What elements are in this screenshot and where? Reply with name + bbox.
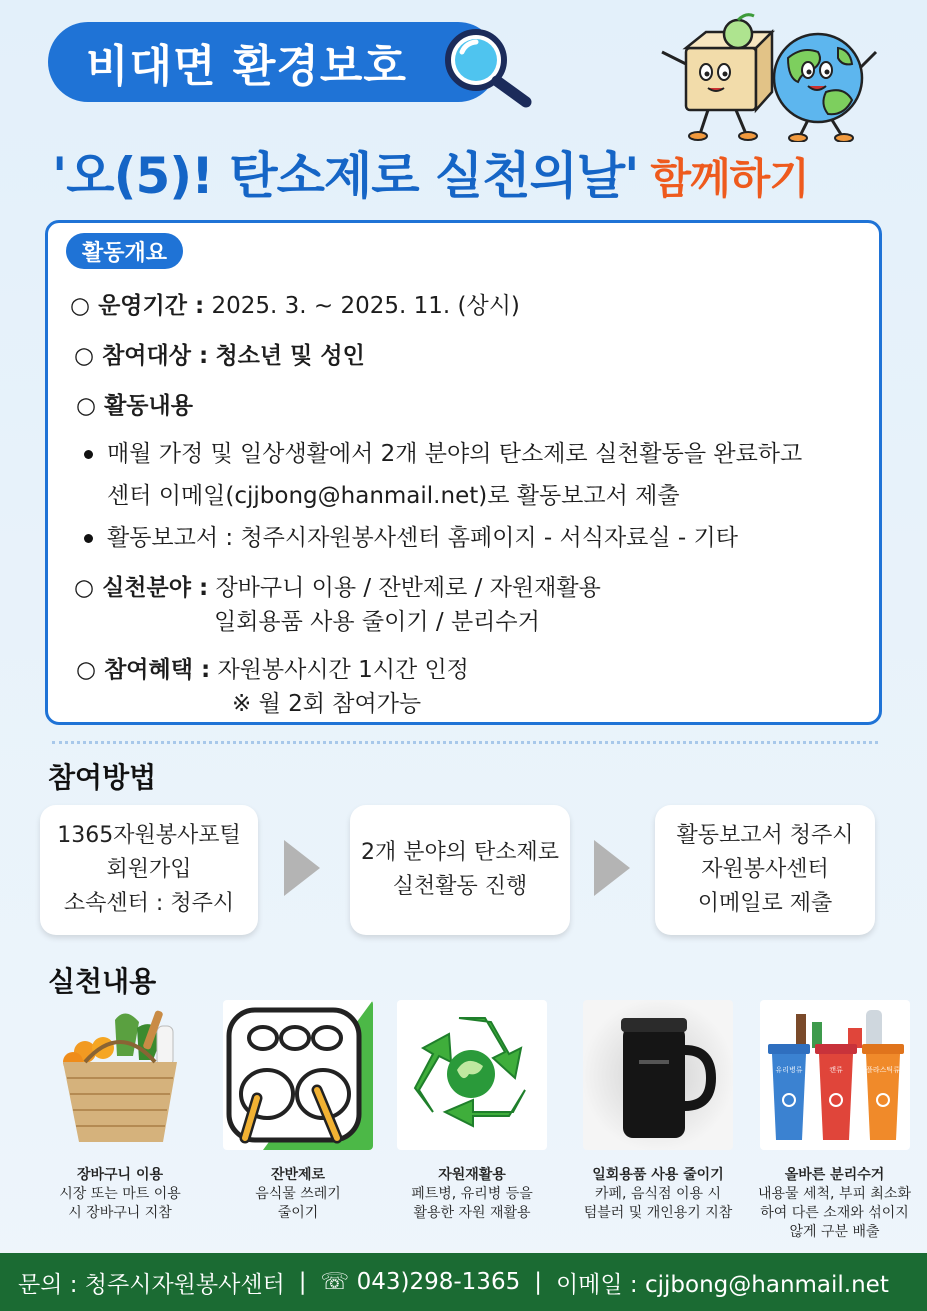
benefit-line2: ※ 월 2회 참여가능 (232, 691, 422, 717)
separation-desc2: 하여 다른 소재와 섞이지 (760, 1204, 909, 1221)
separation-title: 올바른 분리수거 (784, 1167, 885, 1183)
footer-separator: | (534, 1269, 542, 1295)
footer-email: 이메일 : cjjbong@hanmail.net (555, 1271, 889, 1298)
target-row (74, 337, 365, 370)
practice-item-zero-waste (218, 1000, 378, 1223)
content-row (76, 387, 193, 420)
practice-title: 실천내용 (48, 965, 157, 998)
content-item-1-cont (107, 477, 680, 510)
step-1-line3: 소속센터 : 청주시 (63, 891, 235, 917)
field-line2: 일회용품 사용 줄이기 / 분리수거 (214, 609, 540, 635)
practice-item-basket (40, 1000, 200, 1223)
basket-desc1: 시장 또는 마트 이용 (59, 1185, 181, 1202)
footer-contact: 문의 : 청주시자원봉사센터 (18, 1271, 285, 1298)
basket-caption (40, 1166, 200, 1223)
content-item1-line2: 센터 이메일(cjjbong@hanmail.net)로 활동보고서 제출 (107, 483, 680, 509)
method-title: 참여방법 (48, 761, 157, 794)
field-label: ○ 실천분야 : (74, 575, 209, 601)
zero-waste-desc2: 줄이기 (277, 1204, 319, 1221)
field-row (74, 569, 601, 602)
benefit-row (76, 651, 469, 684)
content-item1-line1: 매월 가정 및 일상생활에서 2개 분야의 탄소제로 실천활동을 완료하고 (107, 441, 803, 467)
step-3-line3: 이메일로 제출 (697, 891, 833, 917)
content-label: ○ 활동내용 (76, 393, 193, 419)
separation-desc3: 않게 구분 배출 (789, 1223, 880, 1240)
step-2-line1: 2개 분야의 탄소제로 (361, 839, 559, 865)
content-item2: 활동보고서 : 청주시자원봉사센터 홈페이지 - 서식자료실 - 기타 (107, 525, 738, 551)
zero-waste-caption (218, 1166, 378, 1223)
content-item-2 (84, 519, 738, 552)
pill-title-text: 비대면 환경보호 (86, 41, 407, 92)
benefit-line1: 자원봉사시간 1시간 인정 (217, 657, 469, 683)
tumbler-image (583, 1000, 733, 1150)
headline-accent: 함께하기 (650, 154, 809, 203)
zero-waste-title: 잔반제로 (270, 1167, 326, 1183)
benefit-label: ○ 참여혜택 : (76, 657, 211, 683)
footer-separator: | (298, 1269, 307, 1295)
zero-waste-desc1: 음식물 쓰레기 (255, 1185, 341, 1202)
tumbler-desc2: 텀블러 및 개인용기 지참 (583, 1204, 733, 1221)
tumbler-title: 일회용품 사용 줄이기 (592, 1167, 724, 1183)
pill-title (48, 22, 498, 102)
step-3-line2: 자원봉사센터 (701, 856, 829, 882)
step-2 (350, 805, 570, 935)
period-row (70, 287, 520, 320)
tumbler-caption (578, 1166, 738, 1223)
overview-tag: 활동개요 (66, 233, 183, 269)
headline-main: '오(5)! 탄소제로 실천의날' (52, 147, 639, 205)
arrow-right-icon (594, 840, 630, 896)
step-2-line2: 실천활동 진행 (392, 874, 528, 899)
practice-item-tumbler (578, 1000, 738, 1223)
step-1-line1: 1365자원봉사포털 (57, 822, 241, 848)
basket-title: 장바구니 이용 (76, 1167, 164, 1183)
content-item-1 (84, 435, 802, 468)
basket-desc2: 시 장바구니 지참 (68, 1204, 172, 1221)
bins-image (760, 1000, 910, 1150)
magnifier-icon (438, 26, 538, 108)
recycle-title: 자원재활용 (438, 1167, 506, 1183)
field-row-cont (214, 603, 540, 636)
bin-label-can: 캔류 (828, 1066, 843, 1074)
bullet-icon (84, 534, 93, 543)
step-1-line2: 회원가입 (106, 856, 192, 882)
bullet-icon (84, 450, 93, 459)
tumbler-desc1: 카페, 음식점 이용 시 (595, 1185, 721, 1202)
target-value: 청소년 및 성인 (215, 343, 365, 369)
divider (52, 741, 878, 744)
footer-phone: ☏ 043)298-1365 (320, 1269, 521, 1295)
plate-image (223, 1000, 373, 1150)
benefit-row-cont (232, 685, 421, 718)
mascot-illustration (648, 12, 884, 142)
field-line1: 장바구니 이용 / 잔반제로 / 자원재활용 (215, 575, 601, 601)
step-1 (40, 805, 258, 935)
bin-label-glass: 유리병류 (774, 1066, 803, 1074)
separation-desc1: 내용물 세척, 부피 최소화 (757, 1185, 912, 1202)
step-3 (655, 805, 875, 935)
period-value: 2025. 3. ~ 2025. 11. (상시) (211, 293, 520, 319)
arrow-right-icon (284, 840, 320, 896)
recycle-desc1: 페트병, 유리병 등을 (411, 1185, 533, 1202)
recycle-image (397, 1000, 547, 1150)
basket-image (45, 1000, 195, 1150)
recycle-caption (392, 1166, 552, 1223)
target-label: ○ 참여대상 : (74, 343, 209, 369)
period-label: ○ 운영기간 : (70, 293, 205, 319)
recycle-desc2: 활용한 자원 재활용 (413, 1204, 531, 1221)
footer-contact-bar (0, 1253, 927, 1311)
practice-item-separation (752, 1000, 917, 1242)
headline (52, 136, 912, 206)
separation-caption (752, 1166, 917, 1242)
practice-item-recycle (392, 1000, 552, 1223)
bin-label-plastic: 플라스틱류 (865, 1066, 900, 1074)
overview-box (45, 220, 882, 725)
step-3-line1: 활동보고서 청주시 (676, 822, 854, 848)
